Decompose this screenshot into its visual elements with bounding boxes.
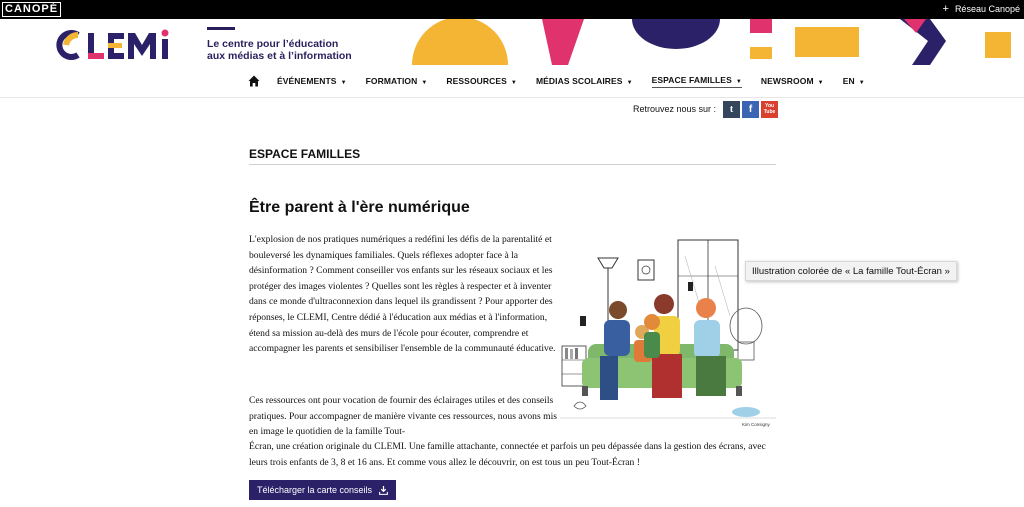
section-title: ESPACE FAMILLES — [249, 147, 361, 161]
caret-down-icon: ▼ — [421, 80, 428, 86]
download-card-button[interactable] — [249, 480, 396, 500]
caret-down-icon: ▼ — [817, 80, 824, 86]
illustration-tooltip: Illustration colorée de « La famille Tout-Écran » — [745, 261, 957, 281]
nav-divider — [0, 97, 1024, 98]
download-icon — [379, 486, 388, 495]
plus-icon: + — [942, 3, 949, 15]
top-bar — [0, 0, 1024, 19]
site-tagline: Le centre pour l’éducation aux médias et à l’information — [207, 38, 352, 62]
nav-item-formation[interactable]: FORMATION ▼ — [365, 76, 428, 86]
nav-item-espace-familles[interactable]: ESPACE FAMILLES ▼ — [652, 75, 742, 88]
caret-down-icon: ▼ — [340, 80, 347, 86]
nav-item-evenements[interactable]: ÉVÉNEMENTS ▼ — [277, 76, 347, 86]
intro-paragraph: L'explosion de nos pratiques numériques a redéfini les défis de la parentalité et bouleversé les dynamiques familiales. Quels réflexes adopter face à la désinformation ? Comment conseiller vos enfants sur les réseaux sociaux et les protéger des images violentes ? Quelles sont les règles à respecter et à inventer dans ce monde d'ultraconnexion dans lequel ils grandissent ? Pour apporter des réponses, le CLEMI, Centre dédié à l'éducation aux médias et à l'information, étend sa mission au-delà des murs de l'école pour écouter, comprendre et accompagner les parents et sensibiliser l'ensemble de la communauté éducative. — [249, 234, 556, 355]
nav-item-language[interactable]: EN ▼ — [842, 76, 865, 86]
social-label: Retrouvez nous sur : — [633, 104, 717, 114]
nav-item-ressources[interactable]: RESSOURCES ▼ — [446, 76, 517, 86]
youtube-icon[interactable]: You Tube — [761, 101, 778, 118]
caret-down-icon: ▼ — [858, 80, 865, 86]
page-title: Être parent à l'ère numérique — [249, 199, 470, 216]
facebook-icon[interactable]: f — [742, 101, 759, 118]
home-icon[interactable] — [248, 75, 260, 87]
tumblr-icon[interactable]: t — [723, 101, 740, 118]
resources-paragraph-start: Ces ressources ont pour vocation de fournir des éclairages utiles et des conseils pratiques. Pour accompagner de manière vivante ces ressources, nous avons mis en image le quotidien de la famille Tout- — [249, 395, 557, 438]
nav-item-medias-scolaires[interactable]: MÉDIAS SCOLAIRES ▼ — [535, 76, 633, 86]
caret-down-icon: ▼ — [510, 80, 517, 86]
clemi-logo[interactable] — [56, 25, 196, 65]
illustration-credit: Kim Consigny — [742, 422, 770, 427]
main-nav — [240, 70, 884, 92]
social-links — [633, 100, 778, 118]
site-header — [0, 19, 1024, 65]
famille-tout-ecran-illustration — [560, 236, 776, 428]
section-divider — [249, 164, 776, 165]
download-button-label: Télécharger la carte conseils — [257, 485, 373, 495]
resources-paragraph-end: Écran, une création originale du CLEMI. Une famille attachante, connectée et parfois un peu dépassée dans la gestion des écrans, avec leurs trois enfants de 3, 8 et 16 ans. Et comme vous allez le découvrir, on est tous un peu Tout-Écran ! — [249, 441, 766, 468]
canope-logo[interactable]: CANOPÉ — [2, 2, 61, 17]
tagline-accent-bar — [207, 27, 235, 30]
caret-down-icon: ▼ — [626, 80, 633, 86]
nav-item-newsroom[interactable]: NEWSROOM ▼ — [760, 76, 824, 86]
caret-down-icon: ▼ — [735, 78, 742, 85]
reseau-canope-link[interactable] — [943, 0, 1021, 19]
reseau-canope-label: Réseau Canopé — [954, 4, 1020, 14]
